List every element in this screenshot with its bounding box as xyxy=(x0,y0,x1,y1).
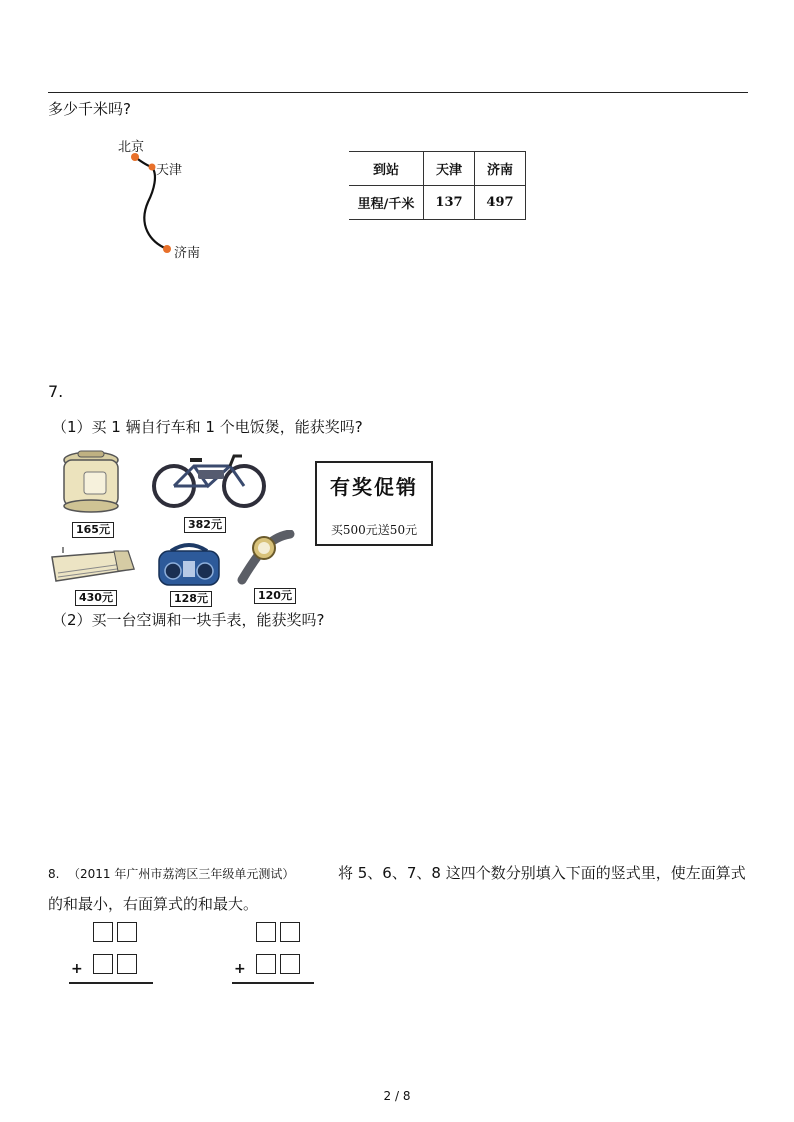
map-label-beijing: 北京 xyxy=(118,140,145,155)
right-sum-line xyxy=(232,982,314,984)
digit-box[interactable] xyxy=(280,954,300,974)
table-header-station: 到站 xyxy=(349,152,424,186)
digit-box[interactable] xyxy=(280,922,300,942)
mileage-table-wrap xyxy=(349,151,526,220)
q6-continuation-text: 多少千米吗? xyxy=(48,100,131,118)
left-equation-bottom-row xyxy=(93,954,137,978)
tianjin-dot xyxy=(149,164,156,171)
jinan-dot xyxy=(163,245,171,253)
table-header-tianjin: 天津 xyxy=(424,152,475,186)
table-row-label: 里程/千米 xyxy=(349,186,424,220)
promotion-subtitle: 买500元送50元 xyxy=(330,523,418,537)
table-header-jinan: 济南 xyxy=(475,152,526,186)
table-value-tianjin: 137 xyxy=(424,186,475,220)
q8-source: （2011 年广州市荔湾区三年级单元测试） xyxy=(68,867,295,881)
price-tag-radio: 128元 xyxy=(170,591,212,607)
price-tag-bicycle: 382元 xyxy=(184,517,226,533)
q8-text-line1: 将 5、6、7、8 这四个数分别填入下面的竖式里，使左面算式 xyxy=(338,864,746,882)
map-label-tianjin: 天津 xyxy=(156,163,183,178)
left-plus-sign: + xyxy=(71,961,83,977)
digit-box[interactable] xyxy=(256,954,276,974)
promotion-sign xyxy=(315,461,433,546)
page-number: 2 / 8 xyxy=(383,1089,411,1103)
top-rule xyxy=(48,92,748,93)
right-equation-bottom-row xyxy=(256,954,300,978)
digit-box[interactable] xyxy=(117,954,137,974)
mileage-table xyxy=(349,151,526,220)
q7-part2-text: （2）买一台空调和一块手表，能获奖吗? xyxy=(52,611,325,629)
digit-box[interactable] xyxy=(93,922,113,942)
bicycle-icon xyxy=(150,448,268,510)
digit-box[interactable] xyxy=(117,922,137,942)
rice-cooker-icon xyxy=(58,448,124,518)
air-conditioner-icon xyxy=(46,547,138,585)
price-tag-watch: 120元 xyxy=(254,588,296,604)
promotion-title: 有奖促销 xyxy=(330,475,418,499)
q7-number: 7. xyxy=(48,382,64,401)
q8-number: 8. xyxy=(48,867,60,881)
watch-icon xyxy=(234,530,296,590)
radio-icon xyxy=(157,541,221,589)
right-equation-top-row xyxy=(256,922,300,946)
map-label-jinan: 济南 xyxy=(174,246,201,261)
q7-part1-text: （1）买 1 辆自行车和 1 个电饭煲，能获奖吗? xyxy=(52,418,363,436)
left-sum-line xyxy=(69,982,153,984)
table-value-jinan: 497 xyxy=(475,186,526,220)
left-equation-top-row xyxy=(93,922,137,946)
q8-text-line2: 的和最小，右面算式的和最大。 xyxy=(48,895,259,913)
digit-box[interactable] xyxy=(256,922,276,942)
price-tag-rice-cooker: 165元 xyxy=(72,522,114,538)
right-plus-sign: + xyxy=(234,961,246,977)
price-tag-air-conditioner: 430元 xyxy=(75,590,117,606)
digit-box[interactable] xyxy=(93,954,113,974)
